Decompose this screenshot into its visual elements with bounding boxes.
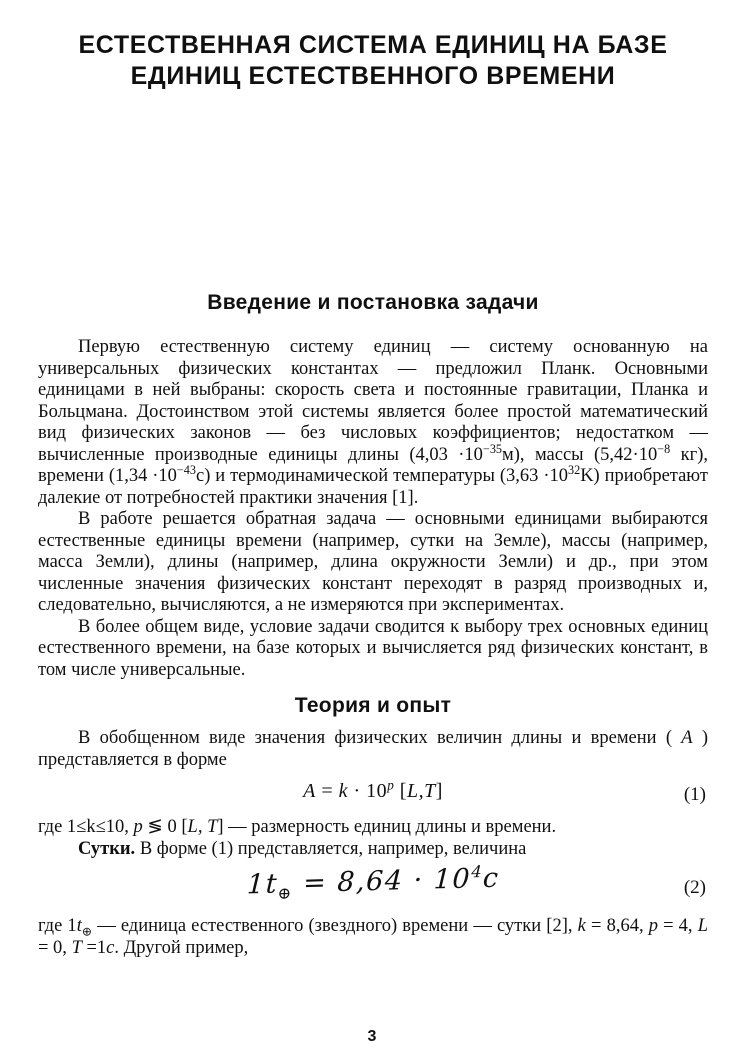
sutki-paragraph: Сутки. В форме (1) представляется, например, величина <box>78 838 527 859</box>
section-heading-introduction: Введение и постановка задачи <box>207 291 539 314</box>
paper-title <box>38 30 708 92</box>
equation-1-number: (1) <box>683 784 706 805</box>
equation-2-number: (2) <box>683 877 706 898</box>
equation-2-handwritten-expression: $1t_\oplus = 8,64 \cdot 10^4с$ <box>246 862 500 903</box>
equation-1 <box>38 777 708 810</box>
theory-body <box>38 728 708 959</box>
paper-title-line1: ЕСТЕСТВЕННАЯ СИСТЕМА ЕДИНИЦ НА БАЗЕ <box>78 31 668 59</box>
section-heading-theory: Теория и опыт <box>294 694 452 717</box>
paper-title-line2: ЕДИНИЦ ЕСТЕСТВЕННОГО ВРЕМЕНИ <box>130 62 616 90</box>
intro-paragraph-1: Первую естественную систему единиц — систему основанную на универсальных физических константах — предложил Планк. Основными единицами в ней выбраны: скорость света и постоянные гравитации, Планка и Больцмана. Достоинством этой системы является более простой математический вид физических законов — без числовых коэффициентов; недостатком — вычисленные производные единицы длины $(4,03 \cdot 10^{-35}м)$, массы ($5,42\cdot 10^{-8}$ кг), времени $(1,34 \cdot 10^{-43}с)$ и термодинамической температуры $(3,63 \cdot 10^{32}K)$ приобретают далекие от потребностей практики значения [1]. <box>38 337 708 508</box>
equation-2 <box>38 862 708 910</box>
intro-body <box>38 337 708 681</box>
equation-2-explanation: где $1t_\oplus$ — единица естественного (звездного) времени — сутки [2], k = 8,64, p = 4, L = 0, T =1c. Другой пример, <box>38 916 708 958</box>
theory-lead-paragraph: В обобщенном виде значения физических величин длины и времени ( A ) представляется в форме <box>38 728 709 770</box>
equation-1-expression: $A = k \cdot 10^p$ [L,T] <box>303 777 443 802</box>
equation-1-explanation: где 1≤k≤10, p ≶ 0 [L, T] — размерность единиц длины и времени. <box>38 817 557 837</box>
page-number: 3 <box>367 1028 377 1045</box>
intro-paragraph-2: В работе решается обратная задача — основными единицами выбираются естественные единицы времени (например, сутки на Земле), массы (например, масса Земли), длины (например, длина окружности Земли) и др., при этом численные значения физических констант переходят в разряд производных и, следовательно, вычисляются, а не измеряются при экспериментах. <box>38 509 708 615</box>
intro-paragraph-3: В более общем виде, условие задачи сводится к выбору трех основных единиц естественного времени, на базе которых и вычисляется ряд физических констант, в том числе универсальные. <box>38 616 708 680</box>
